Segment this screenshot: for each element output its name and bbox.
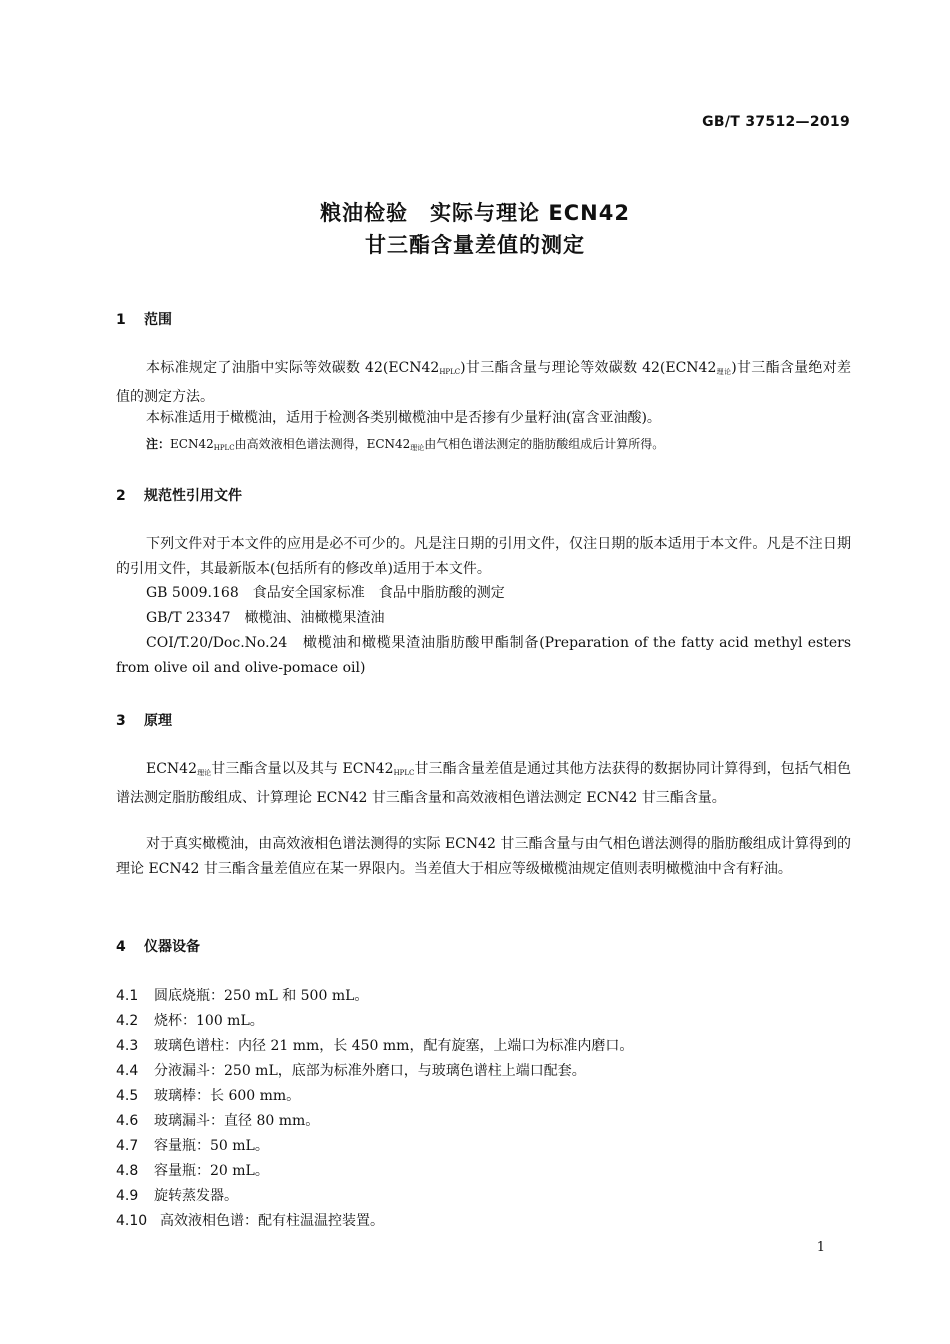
reference-3: COI/T.20/Doc.No.24 橄榄油和橄榄果渣油脂肪酸甲酯制备(Preparation of the fatty acid methyl esters from olive oil and olive-pomace oil) [116, 635, 851, 676]
section-4-heading [116, 936, 200, 956]
document-title-line-2: 甘三酯含量差值的测定 [365, 233, 585, 257]
equipment-item: 4.1 圆底烧瓶：250 mL 和 500 mL。 [116, 988, 369, 1004]
section-title: 仪器设备 [144, 939, 200, 955]
section-number: 2 [116, 488, 126, 504]
section-number: 4 [116, 939, 126, 955]
equipment-item: 4.4 分液漏斗：250 mL，底部为标准外磨口，与玻璃色谱柱上端口配套。 [116, 1063, 586, 1079]
section-2-paragraph-1: 下列文件对于本文件的应用是必不可少的。凡是注日期的引用文件，仅注日期的版本适用于本文件。凡是不注日期的引用文件，其最新版本(包括所有的修改单)适用于本文件。 [116, 536, 851, 577]
equipment-item: 4.3 玻璃色谱柱：内径 21 mm，长 450 mm，配有旋塞，上端口为标准内磨口。 [116, 1038, 634, 1054]
equipment-item: 4.2 烧杯：100 mL。 [116, 1013, 264, 1029]
equipment-item: 4.9 旋转蒸发器。 [116, 1188, 238, 1204]
section-3-paragraph-2: 对于真实橄榄油，由高效液相色谱法测得的实际 ECN42 甘三酯含量与由气相色谱法测得的脂肪酸组成计算得到的理论 ECN42 甘三酯含量差值应在某一界限内。当差值大于相应等级橄榄油规定值则表明橄榄油中含有籽油。 [116, 836, 851, 877]
standard-code: GB/T 37512—2019 [702, 114, 850, 130]
equipment-item: 4.8 容量瓶：20 mL。 [116, 1163, 269, 1179]
reference-1: GB 5009.168 食品安全国家标准 食品中脂肪酸的测定 [146, 585, 505, 601]
section-number: 1 [116, 312, 126, 328]
reference-2: GB/T 23347 橄榄油、油橄榄果渣油 [146, 610, 385, 626]
section-title: 范围 [144, 312, 172, 328]
section-2-heading [116, 485, 242, 505]
section-3-heading [116, 710, 172, 730]
section-1-heading [116, 309, 172, 329]
equipment-item: 4.10 高效液相色谱：配有柱温温控装置。 [116, 1213, 384, 1229]
section-title: 规范性引用文件 [144, 488, 242, 504]
section-1-paragraph-1: 本标准规定了油脂中实际等效碳数 $42(ECN42_{HPLC})$甘三酯含量与理论等效碳数 $42(ECN42_{理论})$甘三酯含量绝对差值的测定方法。 [116, 360, 852, 405]
section-title: 原理 [144, 713, 172, 729]
section-1-note: 注：$ECN42_{HPLC}$由高效液相色谱法测得，$ECN42_{理论}$由气相色谱法测定的脂肪酸组成后计算所得。 [146, 437, 665, 452]
equipment-item: 4.6 玻璃漏斗：直径 80 mm。 [116, 1113, 320, 1129]
section-number: 3 [116, 713, 126, 729]
equipment-item: 4.5 玻璃棒：长 600 mm。 [116, 1088, 301, 1104]
document-title-line-1: 粮油检验 实际与理论 ECN42 [320, 201, 630, 225]
page-number: 1 [816, 1240, 825, 1255]
section-3-paragraph-1: $ECN42_{理论}$甘三酯含量以及其与 $ECN42_{HPLC}$甘三酯含量差值是通过其他方法获得的数据协同计算得到，包括气相色谱法测定脂肪酸组成、计算理论 ECN42 甘三酯含量和高效液相色谱法测定 ECN42 甘三酯含量。 [116, 761, 852, 806]
equipment-item: 4.7 容量瓶：50 mL。 [116, 1138, 269, 1154]
section-1-paragraph-2: 本标准适用于橄榄油，适用于检测各类别橄榄油中是否掺有少量籽油(富含亚油酸)。 [146, 410, 661, 426]
